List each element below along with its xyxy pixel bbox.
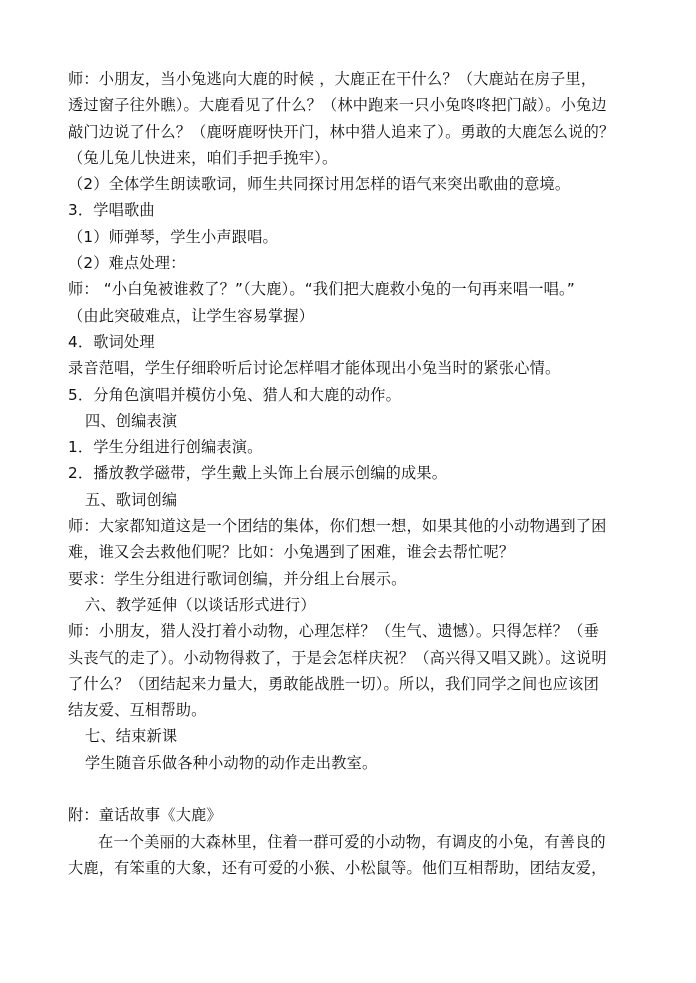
text-line: 录音范唱，学生仔细聆听后讨论怎样唱才能体现出小兔当时的紧张心情。 [68,359,561,378]
text-line: 在一个美丽的大森林里，住着一群可爱的小动物，有调皮的小兔，有善良的 [98,832,606,851]
text-line: 学生随音乐做各种小动物的动作走出教室。 [85,753,378,772]
section-heading: 四、创编表演 [85,411,178,430]
text-line: （由此突破难点，让学生容易掌握） [68,306,315,325]
text-line: 师：小朋友，猎人没打着小动物，心理怎样？（生气、遗憾）。只得怎样？（垂 [68,622,599,641]
text-line: 5．分角色演唱并模仿小兔、猎人和大鹿的动作。 [68,385,402,404]
section-heading: 六、教学延伸（以谈话形式进行） [85,595,316,614]
text-line: 大鹿，有笨重的大象，还有可爱的小猴、小松鼠等。他们互相帮助，团结友爱， [68,858,607,877]
section-heading: 4．歌词处理 [68,332,155,351]
text-line: 要求：学生分组进行歌词创编，并分组上台展示。 [68,569,407,588]
section-heading: 五、歌词创编 [85,490,178,509]
text-line: （2）难点处理： [68,254,186,273]
text-line: （2）全体学生朗读歌词，师生共同探讨用怎样的语气来突出歌曲的意境。 [68,175,571,194]
text-line: 了什么？（团结起来力量大，勇敢能战胜一切）。所以，我们同学之间也应该团 [68,674,599,693]
document-body [68,66,628,881]
text-line: 2．播放教学磁带，学生戴上头饰上台展示创编的成果。 [68,464,448,483]
text-line: 1．学生分组进行创编表演。 [68,438,263,457]
section-heading: 七、结束新课 [85,727,178,746]
text-line: （1）师弹琴，学生小声跟唱。 [68,227,278,246]
text-line: 结友爱、互相帮助。 [68,701,207,720]
text-line: 师： “小白兔被谁救了？”（大鹿）。“我们把大鹿救小兔的一句再来唱一唱。” [68,280,575,299]
text-line: 头丧气的走了）。小动物得救了，于是会怎样庆祝？（高兴得又唱又跳）。这说明 [68,648,607,667]
text-line: 难，谁又会去救他们呢？比如：小兔遇到了困难，谁会去帮忙呢？ [68,543,515,562]
text-line: 师：小朋友，当小兔逃向大鹿的时候 ，大鹿正在干什么？（大鹿站在房子里， [68,70,597,88]
blank-line [68,776,628,802]
text-line: 透过窗子往外瞧）。大鹿看见了什么？（林中跑来一只小兔咚咚把门敲）。小兔边 [68,96,607,115]
section-heading: 3．学唱歌曲 [68,201,155,220]
text-line: 师：大家都知道这是一个团结的集体，你们想一想，如果其他的小动物遇到了困 [68,517,607,536]
text-line: （兔儿兔儿快进来，咱们手把手挽牢）。 [68,148,338,167]
text-line: 敲门边说了什么？（鹿呀鹿呀快开门，林中猎人追来了）。勇敢的大鹿怎么说的？ [68,122,615,141]
appendix-title: 附：童话故事《大鹿》 [68,806,222,825]
